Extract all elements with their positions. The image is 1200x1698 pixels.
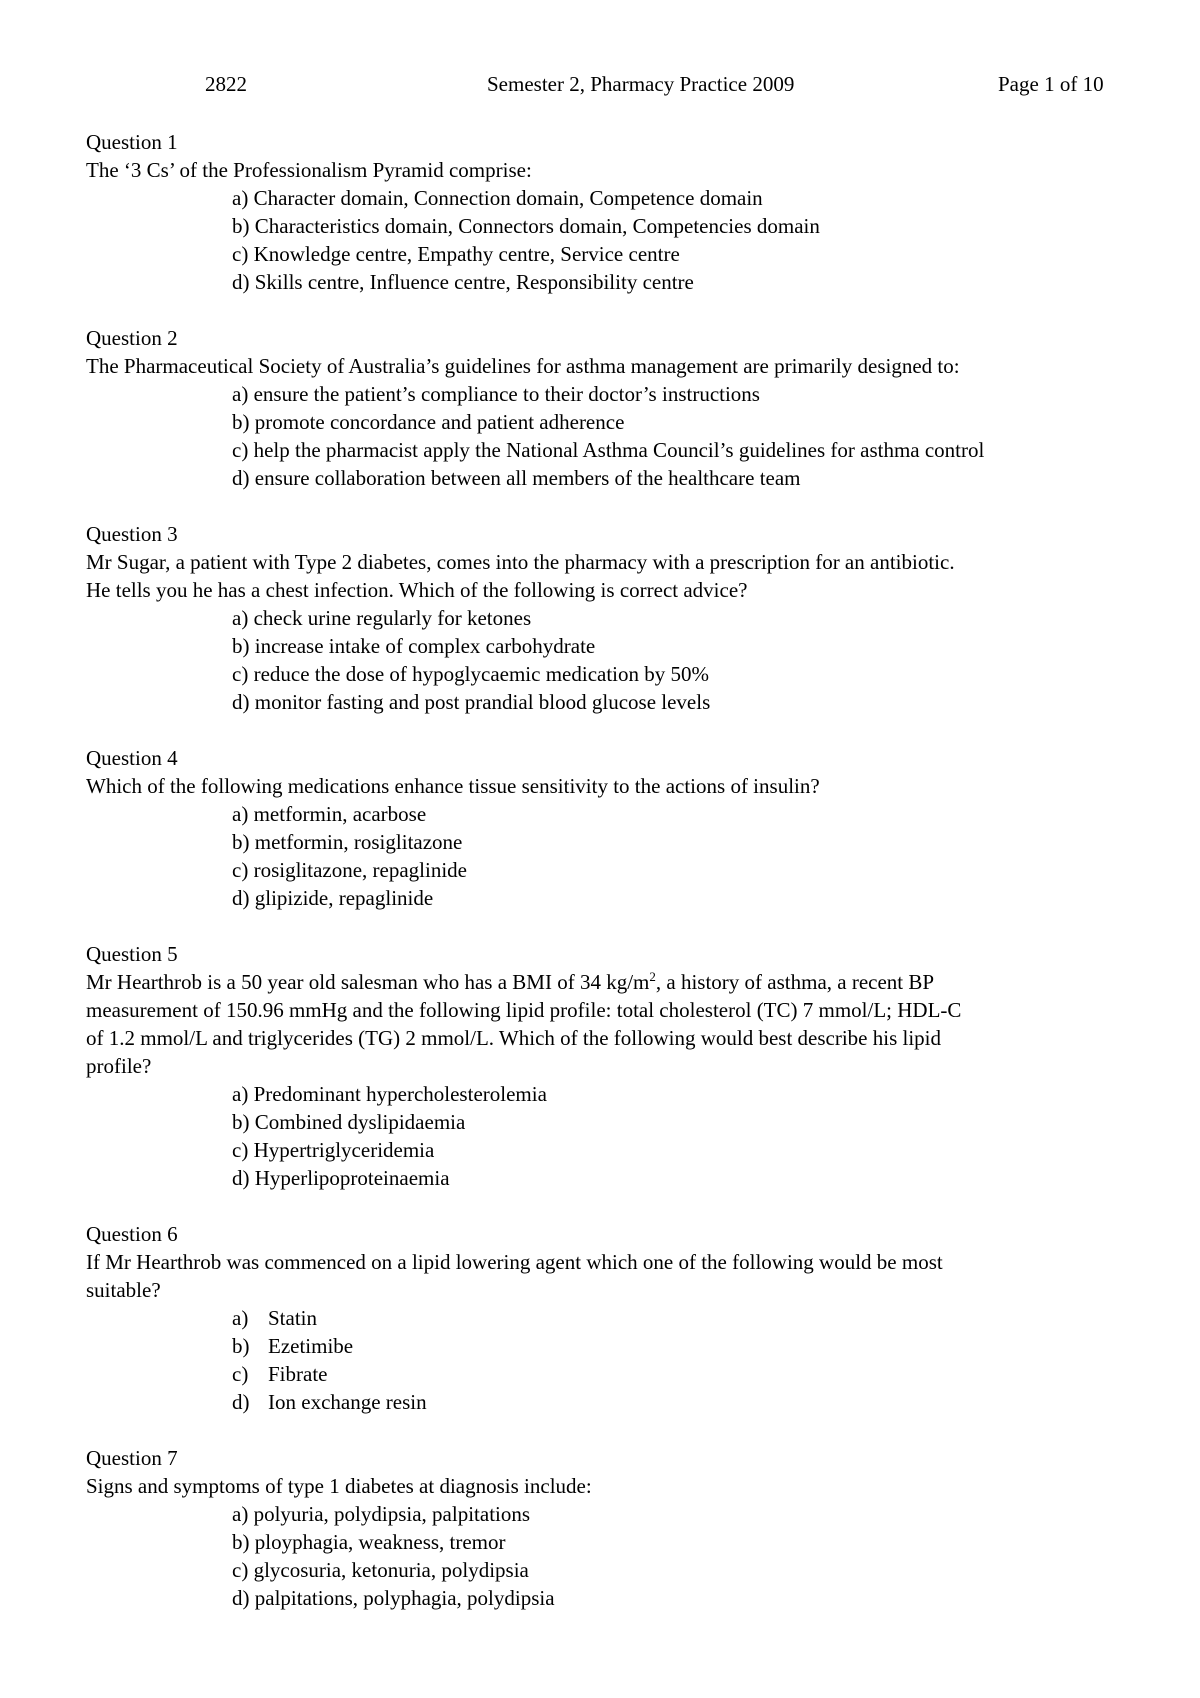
answer-option [232,688,1126,716]
exam-code: 2822 [205,72,247,96]
option-text: increase intake of complex carbohydrate [254,634,596,658]
option-text: glycosuria, ketonuria, polydipsia [253,1558,529,1582]
question-stem-line: If Mr Hearthrob was commenced on a lipid lowering agent which one of the following would be most [86,1250,943,1274]
option-text: palpitations, polyphagia, polydipsia [254,1586,555,1610]
option-text: metformin, rosiglitazone [254,830,463,854]
option-text: help the pharmacist apply the National Asthma Council’s guidelines for asthma control [253,438,985,462]
option-text: Hyperlipoproteinaemia [254,1166,450,1190]
option-text: ployphagia, weakness, tremor [254,1530,506,1554]
question-stem-line: suitable? [86,1278,161,1302]
answer-option [232,1332,1126,1360]
option-text: Character domain, Connection domain, Competence domain [253,186,763,210]
option-letter: d) [232,270,250,294]
question-stem-line: profile? [86,1054,152,1078]
stem-text: Mr Hearthrob is a 50 year old salesman who has a BMI of 34 kg/m [86,970,650,994]
option-text: Hypertriglyceridemia [253,1138,435,1162]
answer-option [232,828,1126,856]
question-stem-line [86,968,1126,996]
question-title: Question 3 [86,522,178,546]
answer-option [232,1584,1126,1612]
question-title: Question 1 [86,130,178,154]
question-stem-line: measurement of 150.96 mmHg and the following lipid profile: total cholesterol (TC) 7 mmol/L; HDL-C [86,998,962,1022]
option-text: Combined dyslipidaemia [254,1110,466,1134]
question-title: Question 4 [86,746,178,770]
answer-option [232,660,1126,688]
question-1 [86,128,1126,296]
answer-options [86,380,1126,492]
exam-title: Semester 2, Pharmacy Practice 2009 [487,72,795,96]
page-header [0,70,1200,98]
answer-option [232,212,1126,240]
option-letter: d) [232,886,250,910]
option-text: Ion exchange resin [268,1390,427,1414]
answer-option [232,632,1126,660]
answer-option [232,1080,1126,1108]
answer-options [86,800,1126,912]
question-title: Question 7 [86,1446,178,1470]
question-stem: Signs and symptoms of type 1 diabetes at diagnosis include: [86,1474,592,1498]
option-letter: b) [232,830,250,854]
option-letter: b) [232,634,250,658]
question-4 [86,744,1126,912]
option-letter: a) [232,1502,249,1526]
option-letter: c) [232,438,249,462]
option-text: glipizide, repaglinide [254,886,434,910]
option-letter: c) [232,858,249,882]
option-text: Ezetimibe [268,1334,354,1358]
answer-option [232,604,1126,632]
question-stem: The ‘3 Cs’ of the Professionalism Pyramid comprise: [86,158,532,182]
option-letter: b) [232,1334,250,1358]
question-3 [86,520,1126,716]
option-text: polyuria, polydipsia, palpitations [253,1502,531,1526]
option-letter: c) [232,1558,249,1582]
answer-option [232,800,1126,828]
answer-option [232,1360,1126,1388]
answer-option [232,1500,1126,1528]
option-text: check urine regularly for ketones [253,606,532,630]
option-text: promote concordance and patient adherence [254,410,625,434]
answer-option [232,464,1126,492]
option-letter: a) [232,1082,249,1106]
answer-option [232,268,1126,296]
option-letter: d) [232,690,250,714]
option-text: ensure the patient’s compliance to their doctor’s instructions [253,382,760,406]
question-stem: The Pharmaceutical Society of Australia’s guidelines for asthma management are primarily designed to: [86,354,960,378]
answer-option [232,1164,1126,1192]
option-letter: a) [232,802,249,826]
option-letter: b) [232,214,250,238]
option-letter: b) [232,1110,250,1134]
answer-options [86,1080,1126,1192]
option-letter: a) [232,186,249,210]
option-letter: d) [232,1166,250,1190]
option-letter: d) [232,1390,250,1414]
option-letter: c) [232,242,249,266]
option-letter: d) [232,1586,250,1610]
option-letter: c) [232,662,249,686]
question-list [86,128,1126,1640]
answer-option [232,1304,1126,1332]
option-letter: b) [232,410,250,434]
option-text: Fibrate [268,1362,328,1386]
option-text: Predominant hypercholesterolemia [253,1082,547,1106]
answer-options [86,604,1126,716]
option-text: monitor fasting and post prandial blood glucose levels [254,690,711,714]
option-text: Statin [268,1306,318,1330]
question-title: Question 6 [86,1222,178,1246]
question-stem: Which of the following medications enhance tissue sensitivity to the actions of insulin? [86,774,820,798]
answer-option [232,1108,1126,1136]
question-5 [86,940,1126,1192]
option-letter: d) [232,466,250,490]
question-stem-line: Mr Sugar, a patient with Type 2 diabetes, comes into the pharmacy with a prescription for an antibiotic. [86,550,955,574]
answer-option [232,436,1126,464]
superscript: 2 [649,969,656,984]
option-text: Skills centre, Influence centre, Responsibility centre [254,270,694,294]
question-title: Question 2 [86,326,178,350]
answer-option [232,884,1126,912]
option-letter: a) [232,606,249,630]
answer-option [232,380,1126,408]
answer-option [232,1556,1126,1584]
answer-options [86,1304,1126,1416]
answer-option [232,1388,1126,1416]
option-letter: c) [232,1362,249,1386]
question-2 [86,324,1126,492]
option-text: rosiglitazone, repaglinide [253,858,468,882]
option-letter: a) [232,382,249,406]
answer-options [86,184,1126,296]
question-stem-line: He tells you he has a chest infection. Which of the following is correct advice? [86,578,748,602]
answer-options [86,1500,1126,1612]
question-7 [86,1444,1126,1612]
option-text: ensure collaboration between all members of the healthcare team [254,466,801,490]
option-letter: a) [232,1306,249,1330]
question-title: Question 5 [86,942,178,966]
option-text: reduce the dose of hypoglycaemic medication by 50% [253,662,710,686]
option-text: metformin, acarbose [253,802,427,826]
option-letter: b) [232,1530,250,1554]
question-6 [86,1220,1126,1416]
answer-option [232,1136,1126,1164]
answer-option [232,408,1126,436]
answer-option [232,856,1126,884]
question-stem-line: of 1.2 mmol/L and triglycerides (TG) 2 mmol/L. Which of the following would best describe his lipid [86,1026,942,1050]
page-number: Page 1 of 10 [998,72,1104,96]
answer-option [232,240,1126,268]
answer-option [232,184,1126,212]
option-text: Characteristics domain, Connectors domain, Competencies domain [254,214,820,238]
option-text: Knowledge centre, Empathy centre, Service centre [253,242,680,266]
option-letter: c) [232,1138,249,1162]
stem-text: , a history of asthma, a recent BP [655,970,935,994]
answer-option [232,1528,1126,1556]
